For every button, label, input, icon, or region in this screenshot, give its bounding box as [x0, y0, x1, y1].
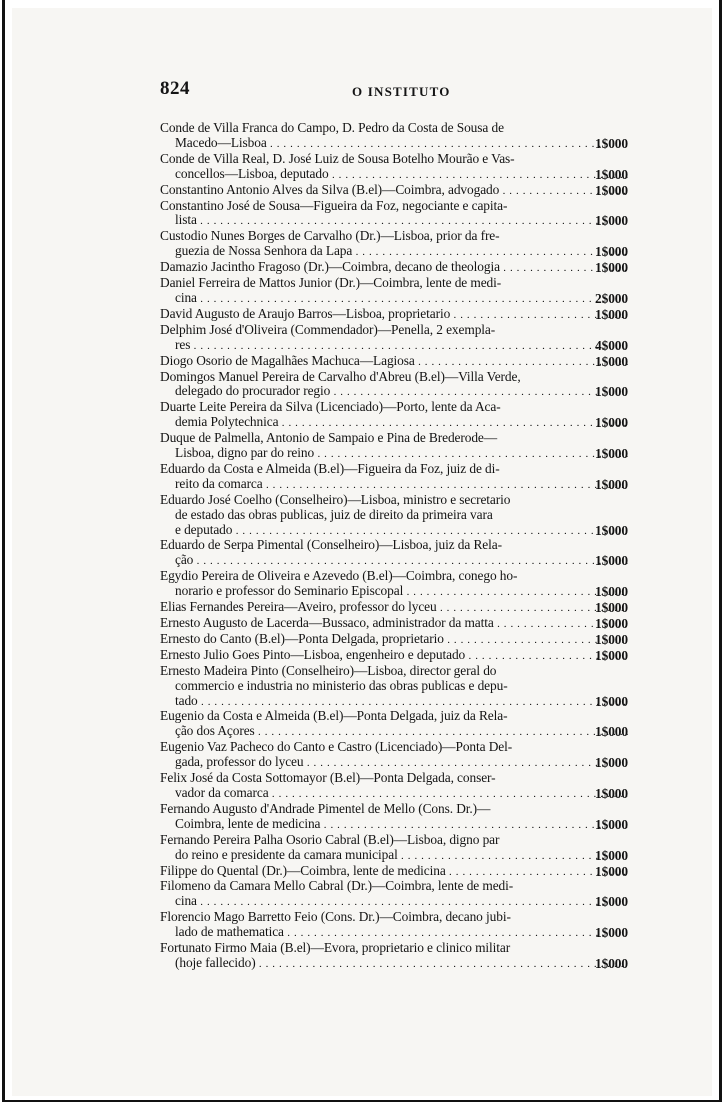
- entry-line: Diogo Osorio de Magalhães Machuca—Lagiosa . . .: [160, 354, 628, 370]
- entry-price: 1$000: [595, 616, 628, 631]
- list-item: [160, 910, 628, 941]
- list-item: [160, 307, 628, 323]
- entry-continuation-line: e deputado . . .: [160, 523, 628, 539]
- entry-price: 1$000: [595, 213, 628, 229]
- entry-line: Elias Fernandes Pereira—Aveiro, professor do lyceu . . .: [160, 600, 628, 616]
- entry-continuation-line: de estado das obras publicas, juiz de direito da primeira vara: [175, 506, 493, 522]
- list-item: [160, 323, 628, 354]
- entry-line: Felix José da Costa Sottomayor (B.el)—Ponta Delgada, conser-: [160, 770, 496, 786]
- entry-price: 1$000: [595, 522, 628, 538]
- entry-line: Eduardo de Serpa Pimental (Conselheiro)—Lisboa, juiz da Rela-: [160, 537, 502, 553]
- entry-price: 1$000: [595, 553, 628, 569]
- entry-price: 1$000: [595, 384, 628, 400]
- list-item: [160, 493, 628, 539]
- list-item: [160, 600, 628, 616]
- entry-line: Eduardo José Coelho (Conselheiro)—Lisboa, ministro e secretario: [160, 491, 511, 507]
- entry-continuation-line: Coimbra, lente de medicina . . .: [160, 817, 628, 833]
- entry-line: Fernando Pereira Palha Osorio Cabral (B.el)—Lisboa, digno par: [160, 831, 500, 847]
- entry-line: Duarte Leite Pereira da Silva (Licenciado)—Porto, lente da Aca-: [160, 399, 501, 415]
- entry-price: 1$000: [595, 785, 628, 801]
- entry-continuation-line: res . . .: [160, 338, 628, 354]
- subscriber-list: [160, 121, 628, 972]
- entry-price: 1$000: [595, 182, 628, 198]
- entry-price: 1$000: [595, 894, 628, 910]
- entry-price: 1$000: [595, 244, 628, 260]
- list-item: [160, 648, 628, 664]
- list-item: [160, 229, 628, 260]
- entry-price: 1$000: [595, 631, 628, 647]
- list-item: [160, 879, 628, 910]
- list-item: [160, 183, 628, 199]
- entry-line: Constantino José de Sousa—Figueira da Foz, negociante e capita-: [160, 197, 508, 213]
- entry-continuation-line: lado de mathematica . . .: [160, 925, 628, 941]
- list-item: [160, 400, 628, 431]
- entry-price: 1$000: [595, 863, 628, 879]
- list-item: [160, 802, 628, 833]
- list-item: [160, 664, 628, 710]
- entry-continuation-line: Macedo—Lisboa . . .: [160, 136, 628, 152]
- entry-price: 1$000: [595, 693, 628, 709]
- entry-line: Domingos Manuel Pereira de Carvalho d'Abreu (B.el)—Villa Verde,: [160, 368, 521, 384]
- entry-continuation-line: (hoje fallecido) . . .: [160, 956, 628, 972]
- entry-continuation-line: cina . . .: [160, 291, 628, 307]
- entry-price: 2$000: [595, 290, 628, 306]
- entry-continuation-line: vador da comarca . . .: [160, 786, 628, 802]
- entry-continuation-line: ção dos Açores . . .: [160, 724, 628, 740]
- entry-continuation-line: norario e professor do Seminario Episcopal . . .: [160, 584, 628, 600]
- entry-continuation-line: reito da comarca . . .: [160, 477, 628, 493]
- entry-continuation-line: lista . . .: [160, 213, 628, 229]
- entry-line: Florencio Mago Barretto Feio (Cons. Dr.)—Coimbra, decano jubi-: [160, 909, 511, 925]
- page-number: 824: [160, 78, 190, 99]
- entry-line: David Augusto de Araujo Barros—Lisboa, proprietario . . .: [160, 307, 628, 323]
- entry-continuation-line: Lisboa, digno par do reino . . .: [160, 446, 628, 462]
- list-item: [160, 199, 628, 230]
- entry-line: Duque de Palmella, Antonio de Sampaio e Pina de Brederode—: [160, 430, 498, 446]
- entry-price: 1$000: [595, 647, 628, 663]
- entry-price: 1$000: [595, 816, 628, 832]
- entry-line: Damazio Jacintho Fragoso (Dr.)—Coimbra, decano de theologia . . .: [160, 260, 628, 276]
- entry-line: Fernando Augusto d'Andrade Pimentel de Mello (Cons. Dr.)—: [160, 800, 491, 816]
- entry-continuation-line: concellos—Lisboa, deputado . . .: [160, 167, 628, 183]
- entry-continuation-line: gada, professor do lyceu . . .: [160, 755, 628, 771]
- list-item: [160, 462, 628, 493]
- entry-line: Conde de Villa Real, D. José Luiz de Sousa Botelho Mourão e Vas-: [160, 150, 515, 166]
- list-item: [160, 431, 628, 462]
- entry-price: 1$000: [595, 600, 628, 616]
- entry-price: 1$000: [595, 260, 628, 276]
- entry-price: 1$000: [595, 353, 628, 369]
- entry-line: Ernesto Julio Goes Pinto—Lisboa, engenheiro e deputado . . .: [160, 648, 628, 664]
- list-item: [160, 121, 628, 152]
- entry-continuation-line: cina . . .: [160, 894, 628, 910]
- list-item: [160, 941, 628, 972]
- running-head: O INSTITUTO: [352, 84, 451, 99]
- entry-continuation-line: do reino e presidente da camara municipal . . .: [160, 848, 628, 864]
- entry-price: 1$000: [595, 446, 628, 462]
- list-item: [160, 354, 628, 370]
- entry-line: Constantino Antonio Alves da Silva (B.el)—Coimbra, advogado . . .: [160, 183, 628, 199]
- entry-continuation-line: tado . . .: [160, 694, 628, 710]
- entry-continuation-line: delegado do procurador regio . . .: [160, 384, 628, 400]
- entry-line: Daniel Ferreira de Mattos Junior (Dr.)—Coimbra, lente de medi-: [160, 275, 502, 291]
- entry-line: Delphim José d'Oliveira (Commendador)—Penella, 2 exempla-: [160, 321, 496, 337]
- list-item: [160, 616, 628, 632]
- entry-price: 1$000: [595, 135, 628, 151]
- entry-price: 1$000: [595, 584, 628, 600]
- entry-continuation-line: ção . . .: [160, 553, 628, 569]
- entry-price: 1$000: [595, 925, 628, 941]
- list-item: [160, 370, 628, 401]
- entry-price: 1$000: [595, 415, 628, 431]
- list-item: [160, 152, 628, 183]
- list-item: [160, 771, 628, 802]
- entry-continuation-line: commercio e industria no ministerio das obras publicas e depu-: [175, 677, 508, 693]
- entry-price: 1$000: [595, 306, 628, 322]
- entry-price: 1$000: [595, 955, 628, 971]
- entry-line: Egydio Pereira de Oliveira e Azevedo (B.el)—Coimbra, conego ho-: [160, 568, 518, 584]
- list-item: [160, 538, 628, 569]
- list-item: [160, 864, 628, 880]
- entry-price: 1$000: [595, 166, 628, 182]
- entry-line: Filomeno da Camara Mello Cabral (Dr.)—Coimbra, lente de medi-: [160, 878, 514, 894]
- list-item: [160, 260, 628, 276]
- list-item: [160, 833, 628, 864]
- entry-line: Eugenio Vaz Pacheco do Canto e Castro (Licenciado)—Ponta Del-: [160, 739, 513, 755]
- page-header: [160, 78, 630, 104]
- entry-line: Eugenio da Costa e Almeida (B.el)—Ponta Delgada, juiz da Rela-: [160, 708, 508, 724]
- entry-continuation-line: guezia de Nossa Senhora da Lapa . . .: [160, 244, 628, 260]
- entry-price: 1$000: [595, 476, 628, 492]
- list-item: [160, 276, 628, 307]
- entry-price: 4$000: [595, 337, 628, 353]
- entry-line: Custodio Nunes Borges de Carvalho (Dr.)—Lisboa, prior da fre-: [160, 228, 500, 244]
- entry-line: Ernesto Madeira Pinto (Conselheiro)—Lisboa, director geral do: [160, 662, 497, 678]
- list-item: [160, 569, 628, 600]
- entry-continuation-line: demia Polytechnica . . .: [160, 415, 628, 431]
- list-item: [160, 740, 628, 771]
- entry-price: 1$000: [595, 724, 628, 740]
- list-item: [160, 632, 628, 648]
- entry-line: Fortunato Firmo Maia (B.el)—Evora, proprietario e clinico militar: [160, 940, 511, 956]
- entry-line: Ernesto do Canto (B.el)—Ponta Delgada, proprietario . . .: [160, 632, 628, 648]
- entry-line: Conde de Villa Franca do Campo, D. Pedro da Costa de Sousa de: [160, 120, 504, 135]
- entry-line: Filippe do Quental (Dr.)—Coimbra, lente de medicina . . .: [160, 864, 628, 880]
- entry-price: 1$000: [595, 847, 628, 863]
- entry-price: 1$000: [595, 755, 628, 771]
- list-item: [160, 709, 628, 740]
- entry-line: Ernesto Augusto de Lacerda—Bussaco, administrador da matta . . .: [160, 616, 628, 632]
- entry-line: Eduardo da Costa e Almeida (B.el)—Figueira da Foz, juiz de di-: [160, 460, 500, 476]
